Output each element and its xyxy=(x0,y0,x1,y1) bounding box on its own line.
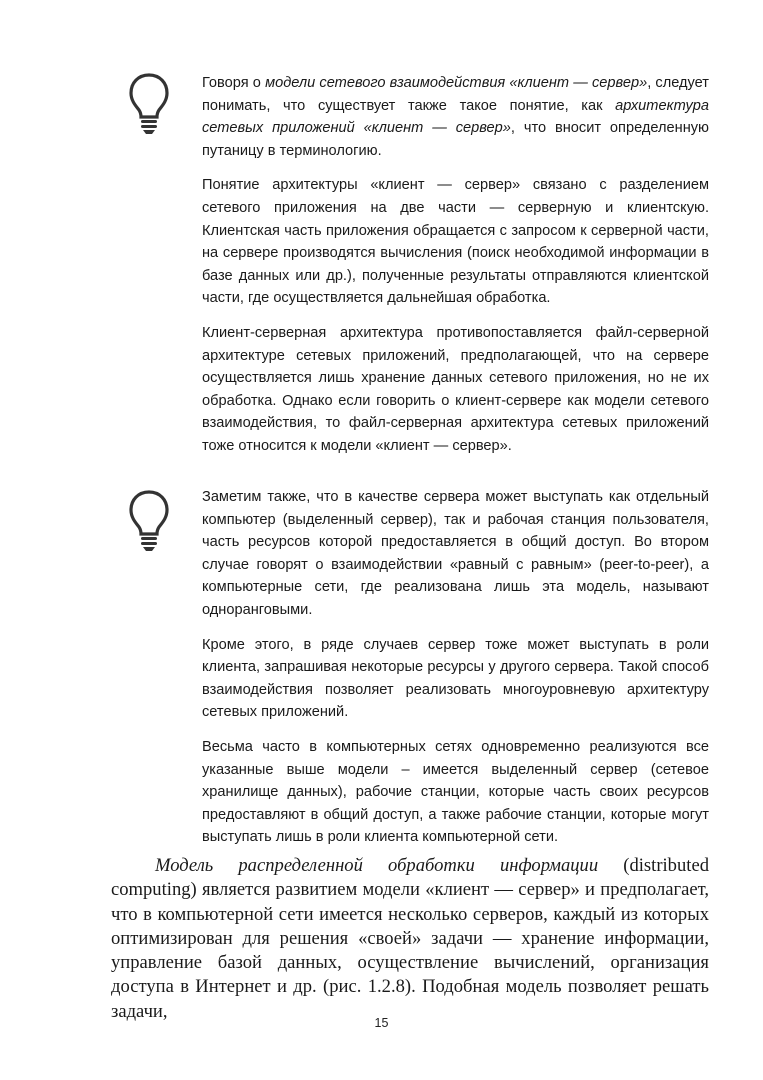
note-block-server-roles xyxy=(202,486,709,849)
lightbulb-icon xyxy=(128,72,170,136)
note-paragraph: Заметим также, что в качестве сервера может выступать как отдельный компьютер (выделенный сервер), так и рабочая станция пользователя, часть ресурсов которой предоставляется в общий доступ. Во втором случае говорят о взаимодействии «равный с равным» (peer-to-peer), а компьютерные сети, где реализована лишь эта модель, называют одноранговыми. xyxy=(202,489,709,618)
note-paragraph: Клиент-серверная архитектура противопоставляется файл-серверной архитектуре сетевых приложений, предполагающей, что на сервере осуществляется лишь хранение данных сетевого приложения, но не их обработка. Однако если говорить о клиент-сервере как модели сетевого взаимодействия, то файл-серверная архитектура сетевых приложений тоже относится к модели «клиент — сервер». xyxy=(202,324,709,454)
note-paragraph: Кроме этого, в ряде случаев сервер тоже может выступать в роли клиента, запрашивая некоторые ресурсы у другого сервера. Такой способ взаимодействия позволяет реализовать многоуровневую архитектуру сетевых приложений. xyxy=(202,636,709,721)
body-text xyxy=(111,854,709,1024)
note-paragraph: Весьма часто в компьютерных сетях одновременно реализуются все указанные выше модели – имеется выделенный сервер (сетевое хранилище данных), рабочие станции, которые часть своих ресурсов предоставляют в общий доступ, а также рабочие станции, которые могут выступать лишь в роли клиента компьютерной сети. xyxy=(202,738,709,846)
note-block-client-server xyxy=(202,72,709,458)
lightbulb-icon xyxy=(128,489,170,553)
body-paragraph: Модель распределенной обработки информации (distributed computing) является развитием модели «клиент — сервер» и предполагает, что в компьютерной сети имеется несколько серверов, каждый из которых оптимизирован для решения «своей» задачи — хранение информации, управление базой данных, осуществление вычислений, организация доступа в Интернет и др. (рис. 1.2.8). Подобная модель позволяет решать задачи, xyxy=(111,855,709,1022)
page-number: 15 xyxy=(374,1016,389,1030)
note-paragraph: Говоря о модели сетевого взаимодействия «клиент — сервер», следует понимать, что существует также такое понятие, как архитектура сетевых приложений «клиент — сервер», что вносит определенную путаницу в терминологию. xyxy=(202,75,709,159)
note-paragraph: Понятие архитектуры «клиент — сервер» связано с разделением сетевого приложения на две части — серверную и клиентскую. Клиентская часть приложения обращается с запросом к серверной части, на сервере производятся вычисления (поиск необходимой информации в базе данных или др.), полученные результаты отправляются клиентской части, где осуществляется дальнейшая обработка. xyxy=(202,177,709,307)
